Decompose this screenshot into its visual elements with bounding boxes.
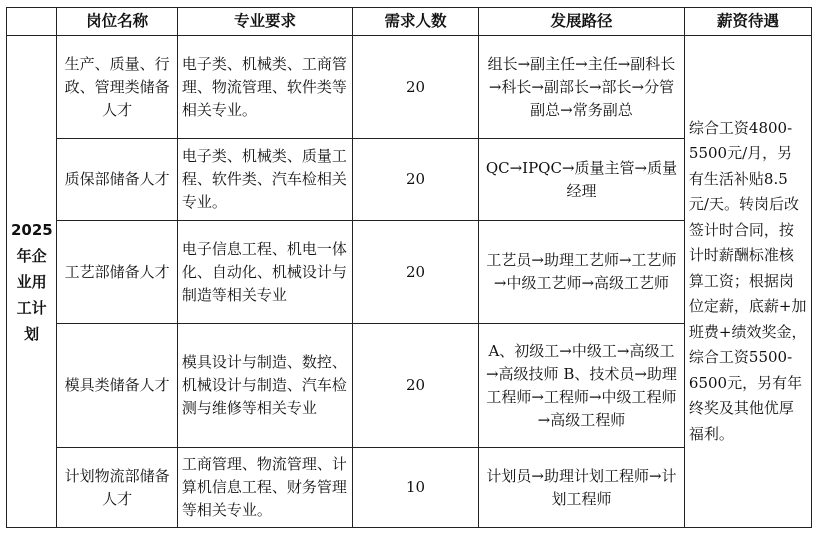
header-position: 岗位名称 (57, 8, 177, 36)
major-requirement: 工商管理、物流管理、计算机信息工程、财务管理等相关专业。 (177, 448, 352, 528)
plan-label: 2025年企业用工计划 (7, 36, 57, 528)
position-name: 计划物流部储备人才 (57, 448, 177, 528)
header-count: 需求人数 (353, 8, 479, 36)
salary-description: 综合工资4800-5500元/月，另有生活补贴8.5元/天。转岗后改签计时合同，按计时薪酬标准核算工资；根据岗位定薪，底薪+加班费+绩效奖金，综合工资5500-6500元，另有年终奖及其他优厚福利。 (684, 36, 811, 528)
header-plan (7, 8, 57, 36)
career-path: 组长→副主任→主任→副科长→科长→副部长→部长→分管副总→常务副总 (479, 36, 685, 139)
headcount: 20 (353, 221, 479, 324)
major-requirement: 电子类、机械类、工商管理、物流管理、软件类等相关专业。 (177, 36, 352, 139)
major-requirement: 电子类、机械类、质量工程、软件类、汽车检相关专业。 (177, 139, 352, 221)
career-path: A、初级工→中级工→高级工→高级技师 B、技术员→助理工程师→工程师→中级工程师→高级工程师 (479, 324, 685, 448)
header-salary: 薪资待遇 (684, 8, 811, 36)
headcount: 20 (353, 139, 479, 221)
header-path: 发展路径 (479, 8, 685, 36)
career-path: 计划员→助理计划工程师→计划工程师 (479, 448, 685, 528)
header-row (7, 8, 812, 36)
major-requirement: 电子信息工程、机电一体化、自动化、机械设计与制造等相关专业 (177, 221, 352, 324)
headcount: 10 (353, 448, 479, 528)
headcount: 20 (353, 36, 479, 139)
headcount: 20 (353, 324, 479, 448)
position-name: 模具类储备人才 (57, 324, 177, 448)
position-name: 工艺部储备人才 (57, 221, 177, 324)
table-row (7, 36, 812, 139)
major-requirement: 模具设计与制造、数控、机械设计与制造、汽车检测与维修等相关专业 (177, 324, 352, 448)
position-name: 生产、质量、行政、管理类储备人才 (57, 36, 177, 139)
recruitment-plan-table (6, 7, 812, 528)
career-path: QC→IPQC→质量主管→质量经理 (479, 139, 685, 221)
header-major: 专业要求 (177, 8, 352, 36)
position-name: 质保部储备人才 (57, 139, 177, 221)
career-path: 工艺员→助理工艺师→工艺师→中级工艺师→高级工艺师 (479, 221, 685, 324)
